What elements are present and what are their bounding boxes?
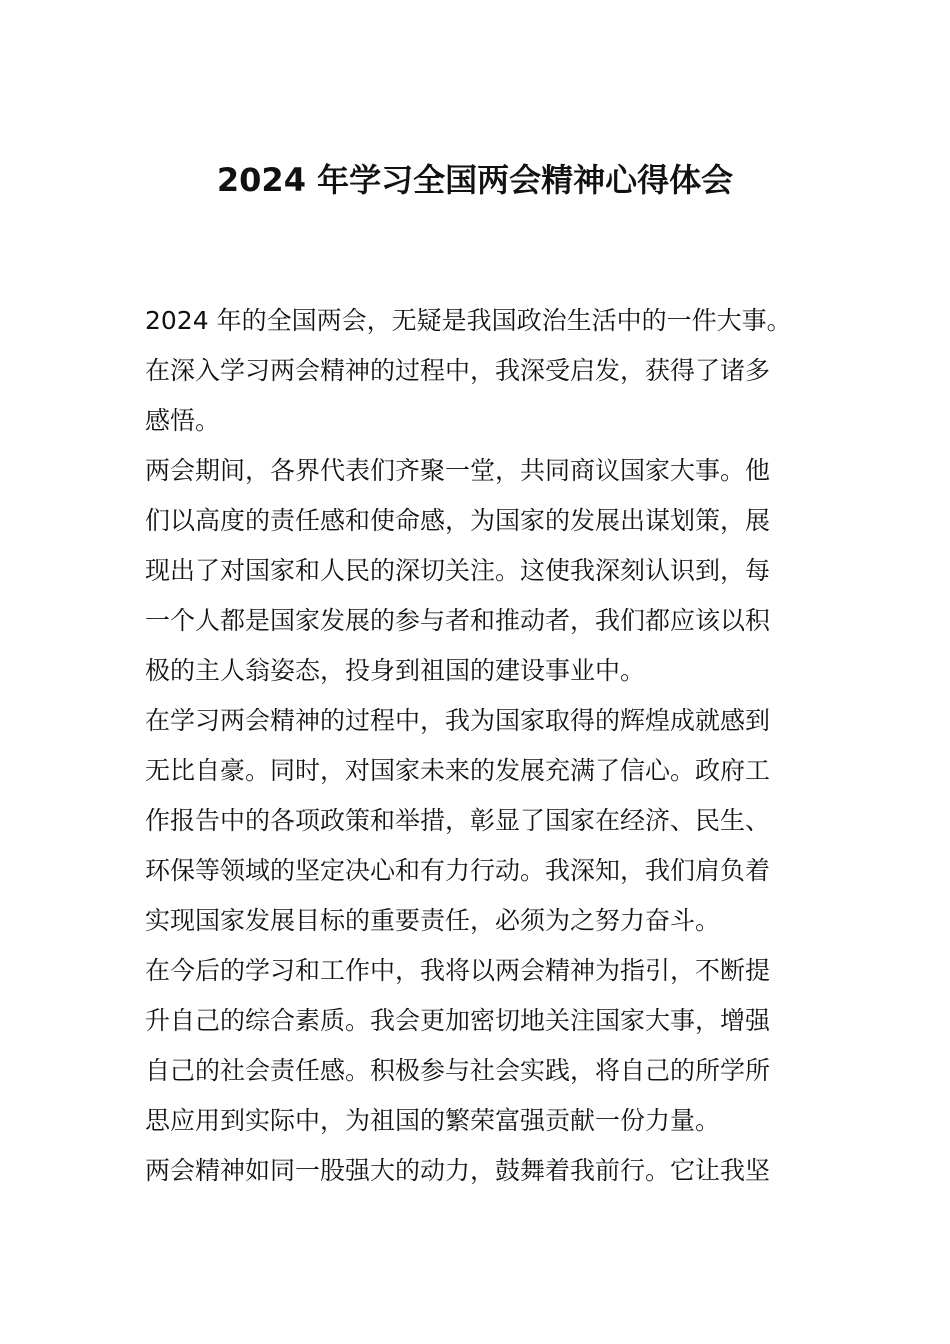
body-line: 自己的社会责任感。积极参与社会实践，将自己的所学所 — [145, 1056, 771, 1085]
body-line: 在今后的学习和工作中，我将以两会精神为指引，不断提 — [145, 956, 771, 985]
body-line: 两会期间，各界代表们齐聚一堂，共同商议国家大事。他 — [145, 456, 771, 485]
body-line: 2024 年的全国两会，无疑是我国政治生活中的一件大事。 — [145, 306, 792, 335]
body-line: 一个人都是国家发展的参与者和推动者，我们都应该以积 — [145, 606, 771, 635]
body-line: 升自己的综合素质。我会更加密切地关注国家大事，增强 — [145, 1006, 771, 1035]
body-line: 现出了对国家和人民的深切关注。这使我深刻认识到，每 — [145, 556, 771, 585]
body-line: 实现国家发展目标的重要责任，必须为之努力奋斗。 — [145, 906, 721, 935]
body-line: 在深入学习两会精神的过程中，我深受启发，获得了诸多 — [145, 356, 771, 385]
body-line: 思应用到实际中，为祖国的繁荣富强贡献一份力量。 — [145, 1106, 721, 1135]
body-line: 作报告中的各项政策和举措，彰显了国家在经济、民生、 — [145, 806, 771, 835]
document-body — [145, 296, 810, 1196]
document-title: 2024 年学习全国两会精神心得体会 — [216, 161, 734, 199]
body-line: 无比自豪。同时，对国家未来的发展充满了信心。政府工 — [145, 756, 771, 785]
body-line: 感悟。 — [145, 406, 221, 435]
body-line: 们以高度的责任感和使命感，为国家的发展出谋划策，展 — [145, 506, 771, 535]
body-line: 在学习两会精神的过程中，我为国家取得的辉煌成就感到 — [145, 706, 771, 735]
body-line: 极的主人翁姿态，投身到祖国的建设事业中。 — [145, 656, 646, 685]
body-line: 环保等领域的坚定决心和有力行动。我深知，我们肩负着 — [145, 856, 771, 885]
body-line: 两会精神如同一股强大的动力，鼓舞着我前行。它让我坚 — [145, 1156, 771, 1185]
